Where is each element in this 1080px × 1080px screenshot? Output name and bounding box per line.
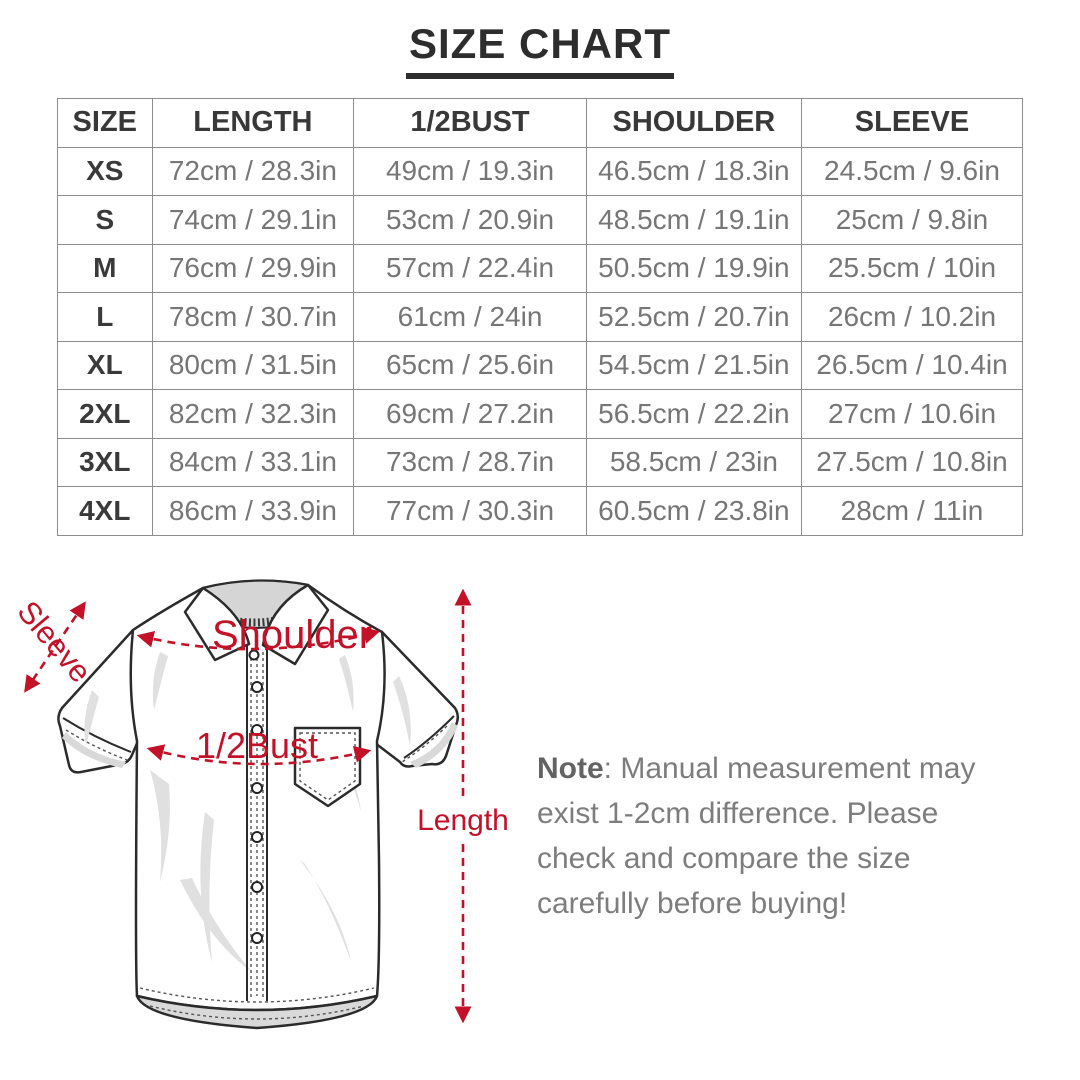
measurement-cell: 27.5cm / 10.8in [801,438,1022,487]
col-header-length: LENGTH [152,99,354,148]
col-header-shoulder: SHOULDER [586,99,801,148]
measurement-cell: 52.5cm / 20.7in [586,293,801,342]
measurement-cell: 25.5cm / 10in [801,244,1022,293]
col-header-sleeve: SLEEVE [801,99,1022,148]
table-row [58,196,1023,245]
sleeve-label: Sleeve [10,594,99,690]
size-cell: 2XL [58,390,153,439]
measurement-cell: 74cm / 29.1in [152,196,354,245]
table-row [58,390,1023,439]
measurement-cell: 53cm / 20.9in [354,196,587,245]
measurement-cell: 76cm / 29.9in [152,244,354,293]
measurement-cell: 54.5cm / 21.5in [586,341,801,390]
table-row [58,341,1023,390]
shoulder-label: Shoulder [211,613,373,657]
measurement-cell: 65cm / 25.6in [354,341,587,390]
measurement-cell: 82cm / 32.3in [152,390,354,439]
measurement-cell: 80cm / 31.5in [152,341,354,390]
measurement-cell: 26cm / 10.2in [801,293,1022,342]
measurement-cell: 60.5cm / 23.8in [586,487,801,536]
size-cell: M [58,244,153,293]
measurement-cell: 72cm / 28.3in [152,147,354,196]
measurement-cell: 24.5cm / 9.6in [801,147,1022,196]
measurement-cell: 69cm / 27.2in [354,390,587,439]
measurement-cell: 46.5cm / 18.3in [586,147,801,196]
measurement-note [537,746,1019,926]
measurement-cell: 27cm / 10.6in [801,390,1022,439]
table-row [58,438,1023,487]
size-table-body [58,147,1023,535]
size-cell: 4XL [58,487,153,536]
half-bust-label: 1/2Bust [195,725,319,766]
measurement-cell: 61cm / 24in [354,293,587,342]
length-label: Length [417,804,509,837]
measurement-cell: 58.5cm / 23in [586,438,801,487]
measurement-cell: 25cm / 9.8in [801,196,1022,245]
size-chart-table [57,98,1023,536]
table-row [58,487,1023,536]
size-cell: L [58,293,153,342]
measurement-cell: 73cm / 28.7in [354,438,587,487]
measurement-cell: 86cm / 33.9in [152,487,354,536]
measurement-cell: 28cm / 11in [801,487,1022,536]
note-text: : Manual measurement may exist 1-2cm difference. Please check and compare the size carefully before buying! [537,752,976,920]
measurement-cell: 50.5cm / 19.9in [586,244,801,293]
measurement-cell: 57cm / 22.4in [354,244,587,293]
table-row [58,293,1023,342]
note-label: Note [537,752,604,785]
table-row [58,147,1023,196]
table-header-row [58,99,1023,148]
shirt-measurement-diagram [0,560,520,1080]
measurement-cell: 84cm / 33.1in [152,438,354,487]
measurement-cell: 56.5cm / 22.2in [586,390,801,439]
size-cell: 3XL [58,438,153,487]
measurement-cell: 49cm / 19.3in [354,147,587,196]
size-cell: S [58,196,153,245]
measurement-cell: 77cm / 30.3in [354,487,587,536]
table-row [58,244,1023,293]
col-header-size: SIZE [58,99,153,148]
measurement-cell: 78cm / 30.7in [152,293,354,342]
size-cell: XL [58,341,153,390]
measurement-cell: 48.5cm / 19.1in [586,196,801,245]
size-cell: XS [58,147,153,196]
measurement-cell: 26.5cm / 10.4in [801,341,1022,390]
page-title: SIZE CHART [406,20,674,79]
size-table-container [57,98,1023,536]
col-header-half-bust: 1/2BUST [354,99,587,148]
